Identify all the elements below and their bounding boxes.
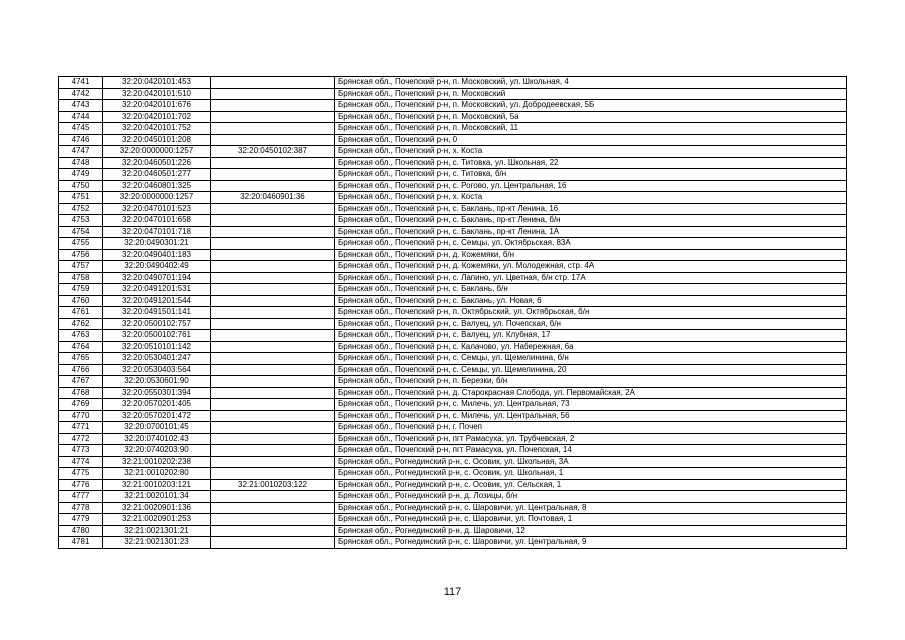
row-number-cell: 4778 <box>59 502 103 514</box>
row-number-cell: 4764 <box>59 341 103 353</box>
related-cadastral-number-cell <box>211 238 335 250</box>
related-cadastral-number-cell <box>211 445 335 457</box>
cadastral-number-cell: 32:21:0020901:136 <box>103 502 211 514</box>
cadastral-number-cell: 32:20:0500102:757 <box>103 318 211 330</box>
row-number-cell: 4769 <box>59 399 103 411</box>
table-row <box>59 514 847 526</box>
table-row <box>59 410 847 422</box>
related-cadastral-number-cell <box>211 226 335 238</box>
related-cadastral-number-cell: 32:20:0450102:387 <box>211 146 335 158</box>
related-cadastral-number-cell <box>211 249 335 261</box>
related-cadastral-number-cell <box>211 307 335 319</box>
address-cell: Брянская обл., Почепский р-н, х. Коста <box>335 192 847 204</box>
page-number: 117 <box>443 586 462 598</box>
row-number-cell: 4762 <box>59 318 103 330</box>
table-row <box>59 422 847 434</box>
cadastral-number-cell: 32:20:0490301:21 <box>103 238 211 250</box>
table-row <box>59 169 847 181</box>
table-row <box>59 272 847 284</box>
cadastral-number-cell: 32:20:0740203:90 <box>103 445 211 457</box>
row-number-cell: 4768 <box>59 387 103 399</box>
related-cadastral-number-cell <box>211 514 335 526</box>
cadastral-number-cell: 32:20:0470101:658 <box>103 215 211 227</box>
registry-table-container <box>58 76 846 549</box>
cadastral-number-cell: 32:20:0570201:405 <box>103 399 211 411</box>
address-cell: Брянская обл., Почепский р-н, п. Березки, б/н <box>335 376 847 388</box>
related-cadastral-number-cell: 32:20:0460901:36 <box>211 192 335 204</box>
address-cell: Брянская обл., Почепский р-н, с. Милечь, ул. Центральная, 56 <box>335 410 847 422</box>
address-cell: Брянская обл., Почепский р-н, с. Милечь, ул. Центральная, 73 <box>335 399 847 411</box>
address-cell: Брянская обл., Почепский р-н, с. Семцы, ул. Щемелинина, б/н <box>335 353 847 365</box>
row-number-cell: 4766 <box>59 364 103 376</box>
table-row <box>59 525 847 537</box>
row-number-cell: 4746 <box>59 134 103 146</box>
related-cadastral-number-cell <box>211 180 335 192</box>
address-cell: Брянская обл., Рогнединский р-н, с. Осовик, ул. Школьная, 3А <box>335 456 847 468</box>
cadastral-number-cell: 32:20:0420101:453 <box>103 77 211 89</box>
address-cell: Брянская обл., Почепский р-н, с. Баклань, пр-кт Ленина, 16 <box>335 203 847 215</box>
row-number-cell: 4777 <box>59 491 103 503</box>
row-number-cell: 4753 <box>59 215 103 227</box>
table-row <box>59 88 847 100</box>
cadastral-number-cell: 32:20:0740102:43 <box>103 433 211 445</box>
table-row <box>59 249 847 261</box>
address-cell: Брянская обл., Рогнединский р-н, с. Шаровичи, ул. Центральная, 8 <box>335 502 847 514</box>
cadastral-number-cell: 32:20:0000000:1257 <box>103 192 211 204</box>
address-cell: Брянская обл., Почепский р-н, пгт Рамасуха, ул. Трубчевская, 2 <box>335 433 847 445</box>
row-number-cell: 4757 <box>59 261 103 273</box>
related-cadastral-number-cell <box>211 364 335 376</box>
cadastral-number-cell: 32:20:0530403:564 <box>103 364 211 376</box>
row-number-cell: 4773 <box>59 445 103 457</box>
table-row <box>59 284 847 296</box>
address-cell: Брянская обл., Почепский р-н, с. Рогово, ул. Центральная, 16 <box>335 180 847 192</box>
related-cadastral-number-cell <box>211 410 335 422</box>
related-cadastral-number-cell <box>211 77 335 89</box>
row-number-cell: 4754 <box>59 226 103 238</box>
row-number-cell: 4759 <box>59 284 103 296</box>
address-cell: Брянская обл., Почепский р-н, п. Московский <box>335 88 847 100</box>
address-cell: Брянская обл., Почепский р-н, с. Баклань, пр-кт Ленина, б/н <box>335 215 847 227</box>
row-number-cell: 4774 <box>59 456 103 468</box>
address-cell: Брянская обл., Рогнединский р-н, с. Шаровичи, ул. Почтовая, 1 <box>335 514 847 526</box>
address-cell: Брянская обл., Почепский р-н, д. Старокрасная Слобода, ул. Первомайская, 2А <box>335 387 847 399</box>
row-number-cell: 4771 <box>59 422 103 434</box>
address-cell: Брянская обл., Почепский р-н, с. Баклань, пр-кт Ленина, 1А <box>335 226 847 238</box>
address-cell: Брянская обл., Почепский р-н, с. Калачово, ул. Набережная, 6а <box>335 341 847 353</box>
related-cadastral-number-cell <box>211 341 335 353</box>
related-cadastral-number-cell <box>211 157 335 169</box>
cadastral-number-cell: 32:20:0490401:183 <box>103 249 211 261</box>
table-row <box>59 261 847 273</box>
table-row <box>59 100 847 112</box>
related-cadastral-number-cell <box>211 272 335 284</box>
address-cell: Брянская обл., Почепский р-н, п. Московский, 11 <box>335 123 847 135</box>
related-cadastral-number-cell <box>211 433 335 445</box>
cadastral-number-cell: 32:20:0420101:752 <box>103 123 211 135</box>
cadastral-number-cell: 32:20:0700101:45 <box>103 422 211 434</box>
row-number-cell: 4741 <box>59 77 103 89</box>
cadastral-number-cell: 32:20:0491201:531 <box>103 284 211 296</box>
cadastral-number-cell: 32:20:0460501:226 <box>103 157 211 169</box>
address-cell: Брянская обл., Рогнединский р-н, с. Осовик, ул. Сельская, 1 <box>335 479 847 491</box>
cadastral-number-cell: 32:20:0420101:510 <box>103 88 211 100</box>
row-number-cell: 4781 <box>59 537 103 549</box>
cadastral-number-cell: 32:20:0000000:1257 <box>103 146 211 158</box>
cadastral-number-cell: 32:20:0530601:90 <box>103 376 211 388</box>
related-cadastral-number-cell <box>211 376 335 388</box>
row-number-cell: 4772 <box>59 433 103 445</box>
related-cadastral-number-cell <box>211 111 335 123</box>
cadastral-number-cell: 32:20:0490402:49 <box>103 261 211 273</box>
related-cadastral-number-cell <box>211 123 335 135</box>
table-row <box>59 157 847 169</box>
related-cadastral-number-cell <box>211 468 335 480</box>
cadastral-number-cell: 32:21:0010202:80 <box>103 468 211 480</box>
related-cadastral-number-cell <box>211 295 335 307</box>
table-row <box>59 111 847 123</box>
address-cell: Брянская обл., Почепский р-н, д. Кожемяки, ул. Молодежная, стр. 4А <box>335 261 847 273</box>
address-cell: Брянская обл., Почепский р-н, с. Семцы, ул. Октябрьская, 83А <box>335 238 847 250</box>
related-cadastral-number-cell <box>211 422 335 434</box>
related-cadastral-number-cell <box>211 537 335 549</box>
cadastral-number-cell: 32:20:0460501:277 <box>103 169 211 181</box>
address-cell: Брянская обл., Почепский р-н, 0 <box>335 134 847 146</box>
table-row <box>59 399 847 411</box>
row-number-cell: 4755 <box>59 238 103 250</box>
address-cell: Брянская обл., Почепский р-н, г. Почеп <box>335 422 847 434</box>
row-number-cell: 4745 <box>59 123 103 135</box>
address-cell: Брянская обл., Рогнединский р-н, с. Шаровичи, ул. Центральная, 9 <box>335 537 847 549</box>
table-row <box>59 77 847 89</box>
registry-table-body <box>59 77 847 549</box>
related-cadastral-number-cell <box>211 399 335 411</box>
address-cell: Брянская обл., Рогнединский р-н, с. Осовик, ул. Школьная, 1 <box>335 468 847 480</box>
row-number-cell: 4756 <box>59 249 103 261</box>
address-cell: Брянская обл., Почепский р-н, с. Валуец, ул. Почепская, б/н <box>335 318 847 330</box>
table-row <box>59 215 847 227</box>
cadastral-number-cell: 32:21:0010202:238 <box>103 456 211 468</box>
row-number-cell: 4751 <box>59 192 103 204</box>
cadastral-number-cell: 32:20:0550301:394 <box>103 387 211 399</box>
table-row <box>59 330 847 342</box>
table-row <box>59 353 847 365</box>
row-number-cell: 4767 <box>59 376 103 388</box>
row-number-cell: 4770 <box>59 410 103 422</box>
cadastral-number-cell: 32:20:0490701:194 <box>103 272 211 284</box>
row-number-cell: 4743 <box>59 100 103 112</box>
table-row <box>59 123 847 135</box>
row-number-cell: 4775 <box>59 468 103 480</box>
table-row <box>59 537 847 549</box>
row-number-cell: 4748 <box>59 157 103 169</box>
address-cell: Брянская обл., Почепский р-н, пгт Рамасуха, ул. Почепская, 14 <box>335 445 847 457</box>
cadastral-number-cell: 32:20:0491201:544 <box>103 295 211 307</box>
table-row <box>59 387 847 399</box>
table-row <box>59 226 847 238</box>
cadastral-number-cell: 32:21:0021301:21 <box>103 525 211 537</box>
cadastral-number-cell: 32:20:0491501:141 <box>103 307 211 319</box>
address-cell: Брянская обл., Рогнединский р-н, д. Шаровичи, 12 <box>335 525 847 537</box>
related-cadastral-number-cell <box>211 169 335 181</box>
address-cell: Брянская обл., Почепский р-н, с. Валуец, ул. Клубная, 17 <box>335 330 847 342</box>
address-cell: Брянская обл., Почепский р-н, х. Коста <box>335 146 847 158</box>
table-row <box>59 318 847 330</box>
address-cell: Брянская обл., Почепский р-н, с. Лапино, ул. Цветная, б/н стр. 17А <box>335 272 847 284</box>
address-cell: Брянская обл., Почепский р-н, д. Кожемяки, б/н <box>335 249 847 261</box>
cadastral-number-cell: 32:21:0010203:121 <box>103 479 211 491</box>
registry-table <box>58 76 847 549</box>
related-cadastral-number-cell <box>211 525 335 537</box>
table-row <box>59 468 847 480</box>
row-number-cell: 4752 <box>59 203 103 215</box>
cadastral-number-cell: 32:20:0420101:702 <box>103 111 211 123</box>
cadastral-number-cell: 32:20:0530401:247 <box>103 353 211 365</box>
table-row <box>59 192 847 204</box>
table-row <box>59 134 847 146</box>
address-cell: Брянская обл., Почепский р-н, с. Семцы, ул. Щемелинина, 20 <box>335 364 847 376</box>
address-cell: Брянская обл., Почепский р-н, п. Московский, 5а <box>335 111 847 123</box>
cadastral-number-cell: 32:21:0020101:34 <box>103 491 211 503</box>
row-number-cell: 4763 <box>59 330 103 342</box>
table-row <box>59 307 847 319</box>
row-number-cell: 4758 <box>59 272 103 284</box>
address-cell: Брянская обл., Почепский р-н, с. Титовка, б/н <box>335 169 847 181</box>
row-number-cell: 4747 <box>59 146 103 158</box>
address-cell: Брянская обл., Почепский р-н, п. Московский, ул. Добродеевская, 5Б <box>335 100 847 112</box>
table-row <box>59 456 847 468</box>
address-cell: Брянская обл., Почепский р-н, п. Московский, ул. Школьная, 4 <box>335 77 847 89</box>
related-cadastral-number-cell <box>211 134 335 146</box>
related-cadastral-number-cell <box>211 330 335 342</box>
cadastral-number-cell: 32:20:0470101:718 <box>103 226 211 238</box>
table-row <box>59 376 847 388</box>
related-cadastral-number-cell <box>211 318 335 330</box>
related-cadastral-number-cell <box>211 502 335 514</box>
related-cadastral-number-cell <box>211 88 335 100</box>
related-cadastral-number-cell <box>211 284 335 296</box>
table-row <box>59 502 847 514</box>
table-row <box>59 341 847 353</box>
cadastral-number-cell: 32:21:0020901:253 <box>103 514 211 526</box>
related-cadastral-number-cell: 32:21:0010203:122 <box>211 479 335 491</box>
related-cadastral-number-cell <box>211 100 335 112</box>
cadastral-number-cell: 32:20:0420101:676 <box>103 100 211 112</box>
related-cadastral-number-cell <box>211 491 335 503</box>
related-cadastral-number-cell <box>211 215 335 227</box>
related-cadastral-number-cell <box>211 203 335 215</box>
cadastral-number-cell: 32:20:0570201:472 <box>103 410 211 422</box>
row-number-cell: 4780 <box>59 525 103 537</box>
row-number-cell: 4749 <box>59 169 103 181</box>
cadastral-number-cell: 32:20:0510101:142 <box>103 341 211 353</box>
table-row <box>59 445 847 457</box>
row-number-cell: 4776 <box>59 479 103 491</box>
address-cell: Брянская обл., Почепский р-н, с. Титовка, ул. Школьная, 22 <box>335 157 847 169</box>
table-row <box>59 146 847 158</box>
row-number-cell: 4765 <box>59 353 103 365</box>
table-row <box>59 433 847 445</box>
row-number-cell: 4779 <box>59 514 103 526</box>
table-row <box>59 491 847 503</box>
related-cadastral-number-cell <box>211 456 335 468</box>
table-row <box>59 295 847 307</box>
address-cell: Брянская обл., Почепский р-н, с. Баклань, ул. Новая, 6 <box>335 295 847 307</box>
row-number-cell: 4742 <box>59 88 103 100</box>
cadastral-number-cell: 32:20:0450101:208 <box>103 134 211 146</box>
related-cadastral-number-cell <box>211 387 335 399</box>
table-row <box>59 238 847 250</box>
table-row <box>59 203 847 215</box>
address-cell: Брянская обл., Почепский р-н, с. Баклань, б/н <box>335 284 847 296</box>
address-cell: Брянская обл., Рогнединский р-н, д. Лозицы, б/н <box>335 491 847 503</box>
related-cadastral-number-cell <box>211 261 335 273</box>
cadastral-number-cell: 32:20:0470101:523 <box>103 203 211 215</box>
table-row <box>59 364 847 376</box>
address-cell: Брянская обл., Почепский р-н, п. Октябрьский, ул. Октябрьская, б/н <box>335 307 847 319</box>
row-number-cell: 4761 <box>59 307 103 319</box>
row-number-cell: 4760 <box>59 295 103 307</box>
table-row <box>59 479 847 491</box>
table-row <box>59 180 847 192</box>
cadastral-number-cell: 32:20:0460801:325 <box>103 180 211 192</box>
related-cadastral-number-cell <box>211 353 335 365</box>
cadastral-number-cell: 32:20:0500102:761 <box>103 330 211 342</box>
row-number-cell: 4750 <box>59 180 103 192</box>
row-number-cell: 4744 <box>59 111 103 123</box>
cadastral-number-cell: 32:21:0021301:23 <box>103 537 211 549</box>
